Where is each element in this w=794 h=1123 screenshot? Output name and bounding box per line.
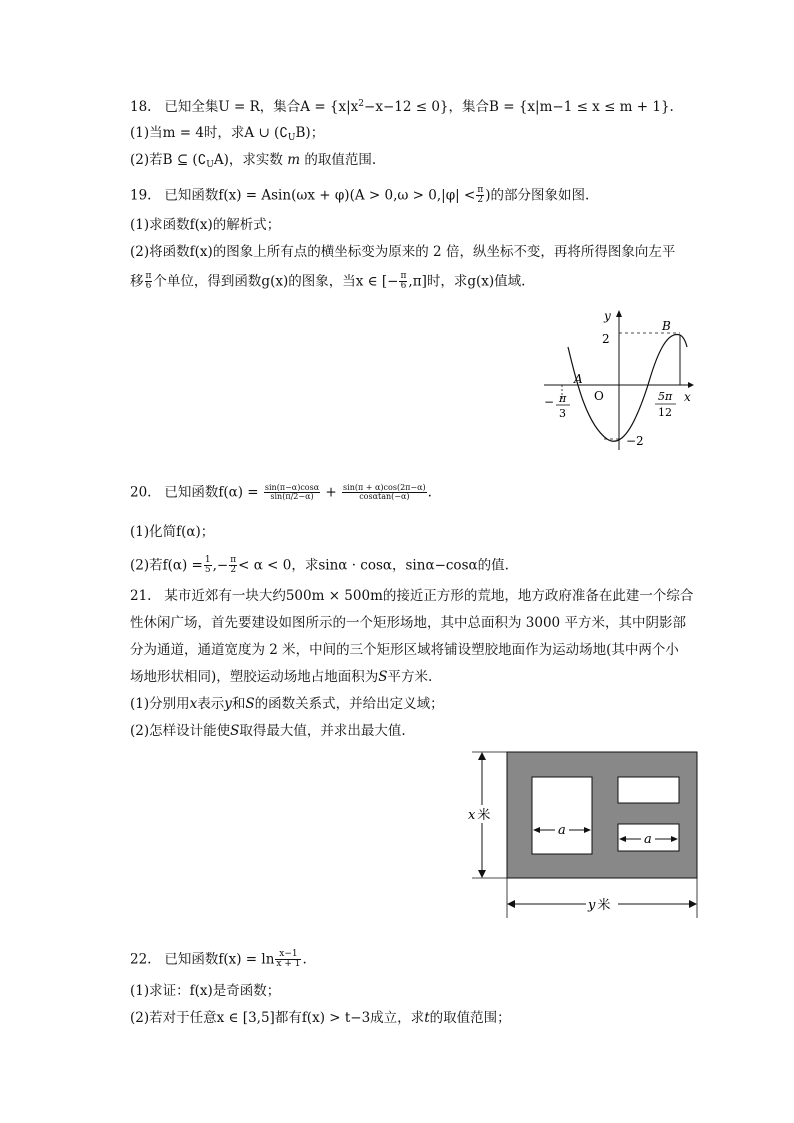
- point-a-label: A: [574, 372, 583, 386]
- q21-stem-line1: 21. 某市近郊有一块大约500m × 500m的接近正方形的荒地，地方政府准备在此建一个综合: [130, 588, 694, 604]
- q21-part1: (1)分别用x表示y和S的函数关系式，并给出定义域；: [130, 696, 444, 712]
- q19-shift-fraction: $\frac{\pi}{6}$: [145, 271, 152, 292]
- q22-part2: (2)若对于任意x ∈ [3,5]都有f(x) > t−3成立，求t的取值范围；: [130, 1010, 511, 1026]
- q18-part2: (2)若B ⊆ $(∁_UA)$，求实数 m 的取值范围.: [130, 152, 377, 170]
- x-dimension-arrow-top: [478, 752, 486, 760]
- q20-value-fraction: $\frac{1}{5}$: [204, 555, 211, 576]
- q19-interval-fraction: $\frac{\pi}{6}$: [400, 271, 407, 292]
- q21-part2: (2)怎样设计能使S取得最大值，并求出最大值.: [130, 723, 406, 739]
- origin-label: O: [594, 389, 604, 403]
- point-b-label: B: [662, 319, 671, 333]
- y-axis-label: y: [604, 309, 611, 323]
- x-axis-label: x: [684, 390, 691, 404]
- a-label-right: a: [644, 832, 652, 847]
- small-court-top: [618, 777, 679, 803]
- y-tick-minus2: −2: [626, 434, 644, 448]
- y-axis-arrow: [616, 310, 622, 317]
- q21-stem-line2: 性休闲广场，首先要建设如图所示的一个矩形场地，其中总面积为 3000 平方米，其中阴影部: [130, 615, 686, 631]
- x-axis-arrow: [688, 382, 694, 388]
- y-dimension-arrow-right: [689, 900, 697, 908]
- q21-stem-line3: 分为通道，通道宽度为 2 米，中间的三个矩形区域将铺设塑胶地面作为运动场地(其中两个小: [130, 642, 679, 658]
- q20-stem: 20. 已知函数f(α) = $\frac{\sin(\pi-\alpha)\cos\alpha}{\sin(\pi/2-\alpha)}$ + $\frac{\sin(\pi + \alpha)\cos(2\pi-\alpha)}{\cos\alpha\tan(-\alpha)}$ .: [130, 483, 432, 502]
- q20-part2: (2)若f(α) = $\frac{1}{5}$ ,− $\frac{\pi}{2}$ < α < 0，求sinα · cosα，sinα−cosα的值.: [130, 555, 509, 576]
- y-dimension-label: y 米: [588, 898, 611, 913]
- q19-part1: (1)求函数f(x)的解析式；: [130, 217, 281, 233]
- q19-part2-line2: 移 $\frac{\pi}{6}$ 个单位，得到函数g(x)的图象，当x ∈ [− $\frac{\pi}{6}$ ,π]时，求g(x)值域.: [130, 271, 526, 292]
- y-tick-2: 2: [602, 332, 610, 346]
- x-tick-right-den: 12: [658, 406, 672, 419]
- q19-stem-fraction: $\frac{\pi}{2}$: [477, 185, 484, 206]
- q20-fraction-1: $\frac{\sin(\pi-\alpha)\cos\alpha}{\sin(\pi/2-\alpha)}$: [264, 483, 320, 502]
- q19-sine-graph: [530, 305, 700, 455]
- x-tick-right-num: 5π: [658, 390, 673, 403]
- x-tick-left-den: 3: [559, 407, 566, 420]
- a-label-left: a: [558, 823, 566, 838]
- q20-fraction-2: $\frac{\sin(\pi + \alpha)\cos(2\pi-\alpha)}{\cos\alpha\tan(-\alpha)}$: [343, 483, 426, 502]
- q19-stem: 19. 已知函数f(x) = Asin(ωx + φ)(A > 0,ω > 0,|φ| < $\frac{\pi}{2}$ )的部分图象如图.: [130, 185, 590, 206]
- x-tick-left-sign: −: [544, 395, 555, 409]
- q22-part1: (1)求证：f(x)是奇函数；: [130, 983, 281, 999]
- x-dimension-arrow-bottom: [478, 870, 486, 878]
- q21-stem-line4: 场地形状相同)，塑胶运动场地占地面积为S平方米.: [130, 669, 433, 685]
- q19-part2-line1: (2)将函数f(x)的图象上所有点的横坐标变为原来的 2 倍，纵坐标不变，再将所得图象向左平: [130, 244, 676, 260]
- x-tick-left-num: π: [559, 392, 567, 405]
- q22-stem: 22. 已知函数f(x) = ln $\frac{x-1}{x + 1}$ .: [130, 949, 307, 970]
- q22-log-fraction: $\frac{x-1}{x + 1}$: [276, 949, 301, 970]
- large-court: [532, 777, 592, 854]
- q21-rectangle-figure: [460, 750, 710, 920]
- y-dimension-arrow-left: [507, 900, 515, 908]
- q20-part1: (1)化简f(α)；: [130, 524, 215, 540]
- x-dimension-label: x 米: [468, 808, 491, 823]
- sine-curve: [568, 334, 687, 441]
- q20-bound-fraction: $\frac{\pi}{2}$: [230, 555, 237, 576]
- q18-part1: (1)当m = 4时，求A ∪ $(∁_UB)$；: [130, 125, 325, 143]
- q18-stem: 18. 已知全集U = R，集合$A = \{x|x^2-x-12 \le 0\}$，集合B = {x|m−1 ≤ x ≤ m + 1}.: [130, 99, 674, 115]
